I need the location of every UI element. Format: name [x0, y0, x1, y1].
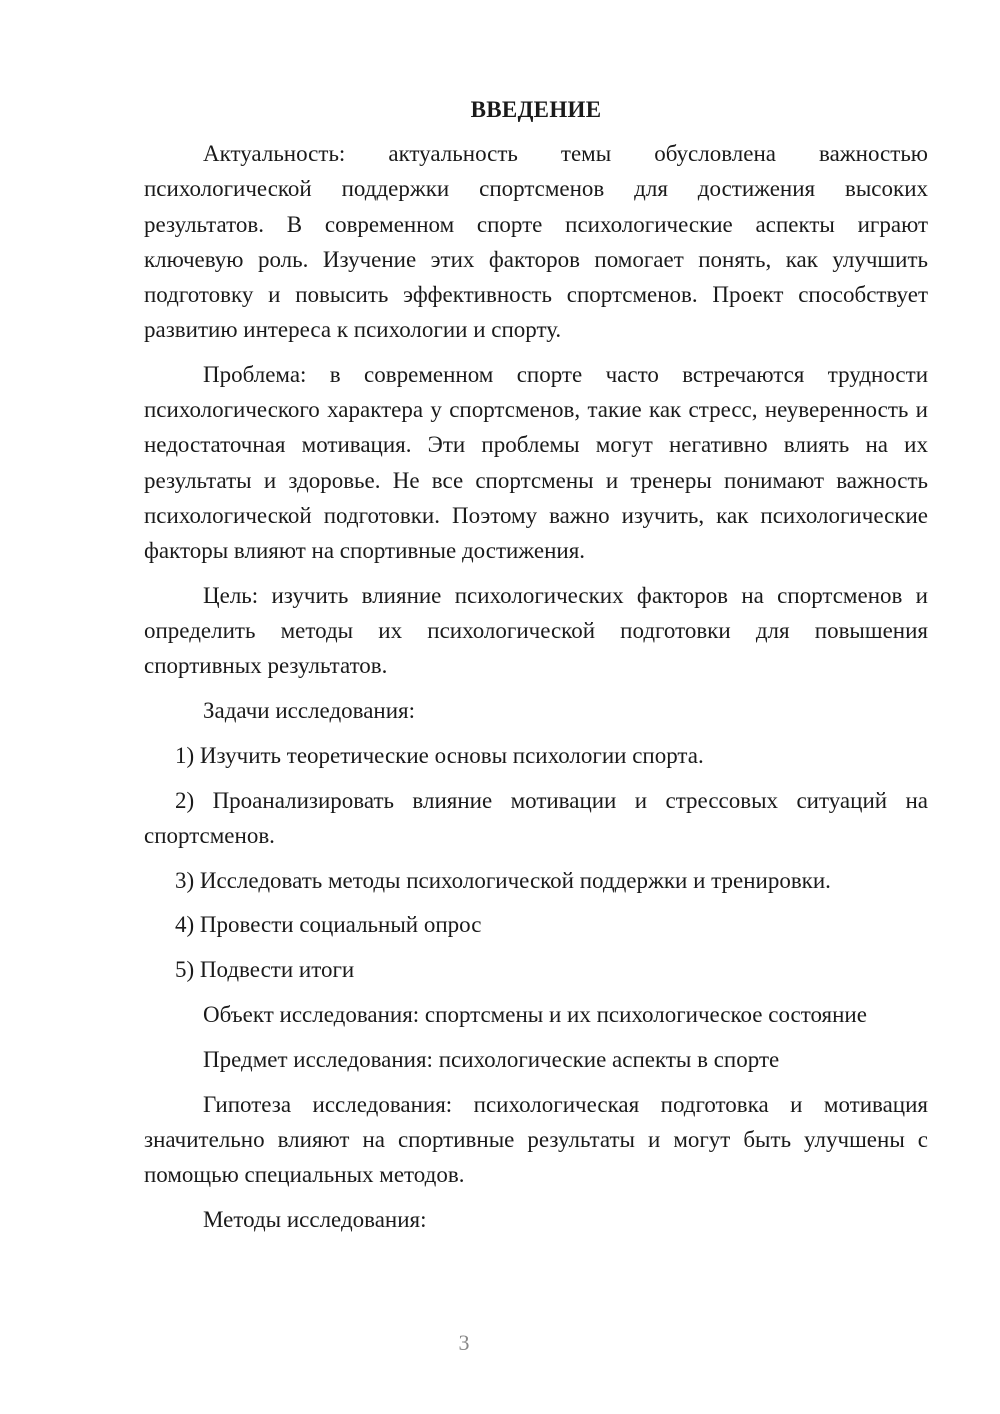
- research-subject: Предмет исследования: психологические аспекты в спорте: [203, 1046, 780, 1072]
- page-number: 3: [458, 1330, 470, 1355]
- task-item-1: 1) Изучить теоретические основы психологии спорта.: [175, 742, 704, 768]
- task-item-2: 2) Проанализировать влияние мотивации и стрессовых ситуаций на спортсменов.: [144, 787, 928, 848]
- page-content: [144, 92, 928, 1247]
- section-title: ВВЕДЕНИЕ: [470, 97, 602, 122]
- research-object: Объект исследования: спортсмены и их психологическое состояние: [203, 1002, 867, 1028]
- methods-heading: Методы исследования:: [203, 1206, 427, 1232]
- task-item-5: 5) Подвести итоги: [175, 957, 355, 983]
- tasks-heading: Задачи исследования:: [203, 698, 416, 724]
- relevance-paragraph: Актуальность: актуальность темы обусловлена важностью психологической поддержки спортсменов для достижения высоких результатов. В современном спорте психологические аспекты играют ключевую роль. Изучение этих факторов помогает понять, как улучшить подготовку и повысить эффективность спортсменов. Проект способствует развитию интереса к психологии и спорту.: [144, 141, 928, 343]
- task-item-3: 3) Исследовать методы психологической поддержки и тренировки.: [175, 867, 831, 893]
- goal-paragraph: Цель: изучить влияние психологических факторов на спортсменов и определить методы их психологической подготовки для повышения спортивных результатов.: [144, 582, 928, 679]
- research-hypothesis: Гипотеза исследования: психологическая подготовка и мотивация значительно влияют на спортивные результаты и могут быть улучшены с помощью специальных методов.: [144, 1091, 928, 1188]
- task-item-4: 4) Провести социальный опрос: [175, 912, 482, 938]
- problem-paragraph: Проблема: в современном спорте часто встречаются трудности психологического характера у спортсменов, такие как стресс, неуверенность и недостаточная мотивация. Эти проблемы могут негативно влиять на их результаты и здоровье. Не все спортсмены и тренеры понимают важность психологической подготовки. Поэтому важно изучить, как психологические факторы влияют на спортивные достижения.: [144, 362, 928, 564]
